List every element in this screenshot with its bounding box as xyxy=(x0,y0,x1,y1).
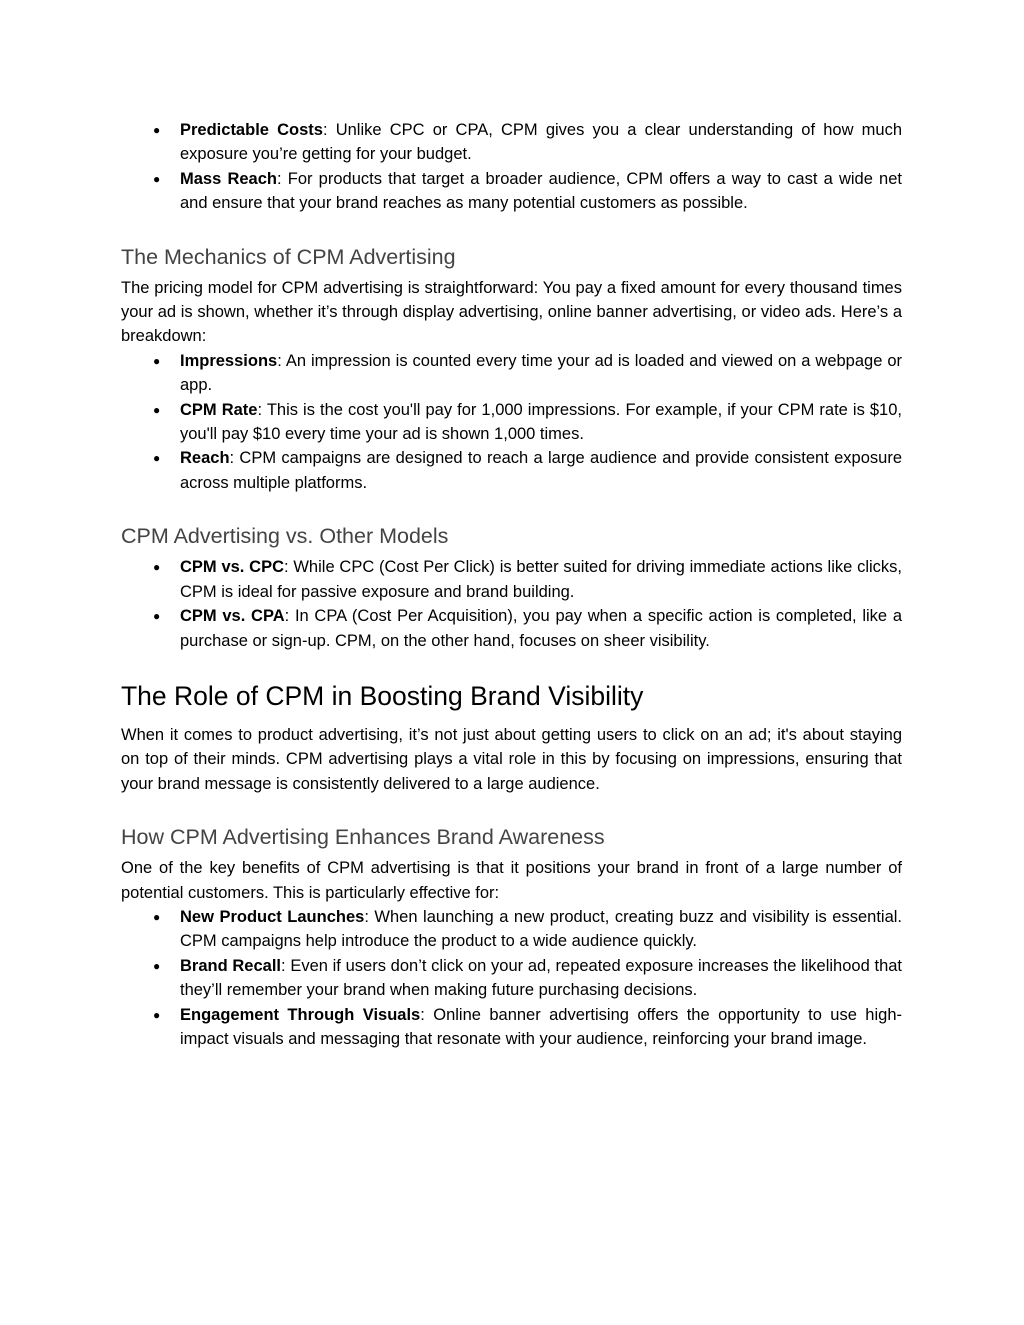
document-page xyxy=(121,118,902,1051)
list-item xyxy=(121,118,902,167)
list-item-term: CPM Rate xyxy=(180,400,258,419)
awareness-heading: How CPM Advertising Enhances Brand Awareness xyxy=(121,825,605,850)
list-item-term: Engagement Through Visuals xyxy=(180,1005,421,1024)
list-item-text: : An impression is counted every time your ad is loaded and viewed on a webpage or app. xyxy=(180,351,902,395)
role-heading: The Role of CPM in Boosting Brand Visibility xyxy=(121,680,644,711)
list-item-text: : Unlike CPC or CPA, CPM gives you a clear understanding of how much exposure you’re getting for your budget. xyxy=(180,121,902,164)
mechanics-paragraph: The pricing model for CPM advertising is straightforward: You pay a fixed amount for every thousand times your ad is shown, whether it’s through display advertising, online banner advertising, or video ads. Here’s a breakdown: xyxy=(121,278,902,346)
list-item-text: : While CPC (Cost Per Click) is better suited for driving immediate actions like clicks, CPM is ideal for passive exposure and brand building. xyxy=(180,558,902,601)
list-item-text: : When launching a new product, creating buzz and visibility is essential. CPM campaigns help introduce the product to a wide audience quickly. xyxy=(180,907,902,951)
list-item-term: CPM vs. CPA xyxy=(180,607,285,626)
list-item-term: Mass Reach xyxy=(180,169,277,188)
list-item-text: : For products that target a broader audience, CPM offers a way to cast a wide net and ensure that your brand reaches as many potential customers as possible. xyxy=(180,169,902,213)
mechanics-list xyxy=(121,349,902,495)
list-item xyxy=(121,1003,902,1052)
list-item xyxy=(121,905,902,954)
list-item xyxy=(121,349,902,398)
list-item xyxy=(121,167,902,216)
role-paragraph: When it comes to product advertising, it’s not just about getting users to click on an ad; it's about staying on top of their minds. CPM advertising plays a vital role in this by focusing on impressions, ensuring that your brand message is consistently delivered to a large audience. xyxy=(121,725,902,793)
list-item-term: CPM vs. CPC xyxy=(180,558,284,577)
awareness-list xyxy=(121,905,902,1051)
list-item xyxy=(121,398,902,447)
list-item-term: New Product Launches xyxy=(180,907,365,926)
intro-benefits-list xyxy=(121,118,902,216)
comparison-heading: CPM Advertising vs. Other Models xyxy=(121,524,449,549)
list-item xyxy=(121,555,902,604)
list-item-term: Impressions xyxy=(180,351,278,370)
awareness-paragraph: One of the key benefits of CPM advertising is that it positions your brand in front of a large number of potential customers. This is particularly effective for: xyxy=(121,859,902,902)
list-item-text: : This is the cost you'll pay for 1,000 impressions. For example, if your CPM rate is $10, you'll pay $10 every time your ad is shown 1,000 times. xyxy=(180,400,902,444)
list-item-text: : Even if users don’t click on your ad, repeated exposure increases the likelihood that they’ll remember your brand when making future purchasing decisions. xyxy=(180,956,903,1000)
comparison-list xyxy=(121,555,902,653)
list-item xyxy=(121,954,902,1003)
mechanics-heading: The Mechanics of CPM Advertising xyxy=(121,244,456,269)
list-item-text: : In CPA (Cost Per Acquisition), you pay when a specific action is completed, like a purchase or sign-up. CPM, on the other hand, focuses on sheer visibility. xyxy=(180,607,902,650)
list-item-term: Predictable Costs xyxy=(180,121,323,139)
list-item xyxy=(121,604,902,653)
list-item-term: Brand Recall xyxy=(180,956,282,975)
list-item-text: : CPM campaigns are designed to reach a large audience and provide consistent exposure across multiple platforms. xyxy=(180,449,902,492)
list-item xyxy=(121,446,902,495)
list-item-text: : Online banner advertising offers the opportunity to use high-impact visuals and messaging that resonate with your audience, reinforcing your brand image. xyxy=(180,1005,902,1048)
list-item-term: Reach xyxy=(180,449,230,468)
